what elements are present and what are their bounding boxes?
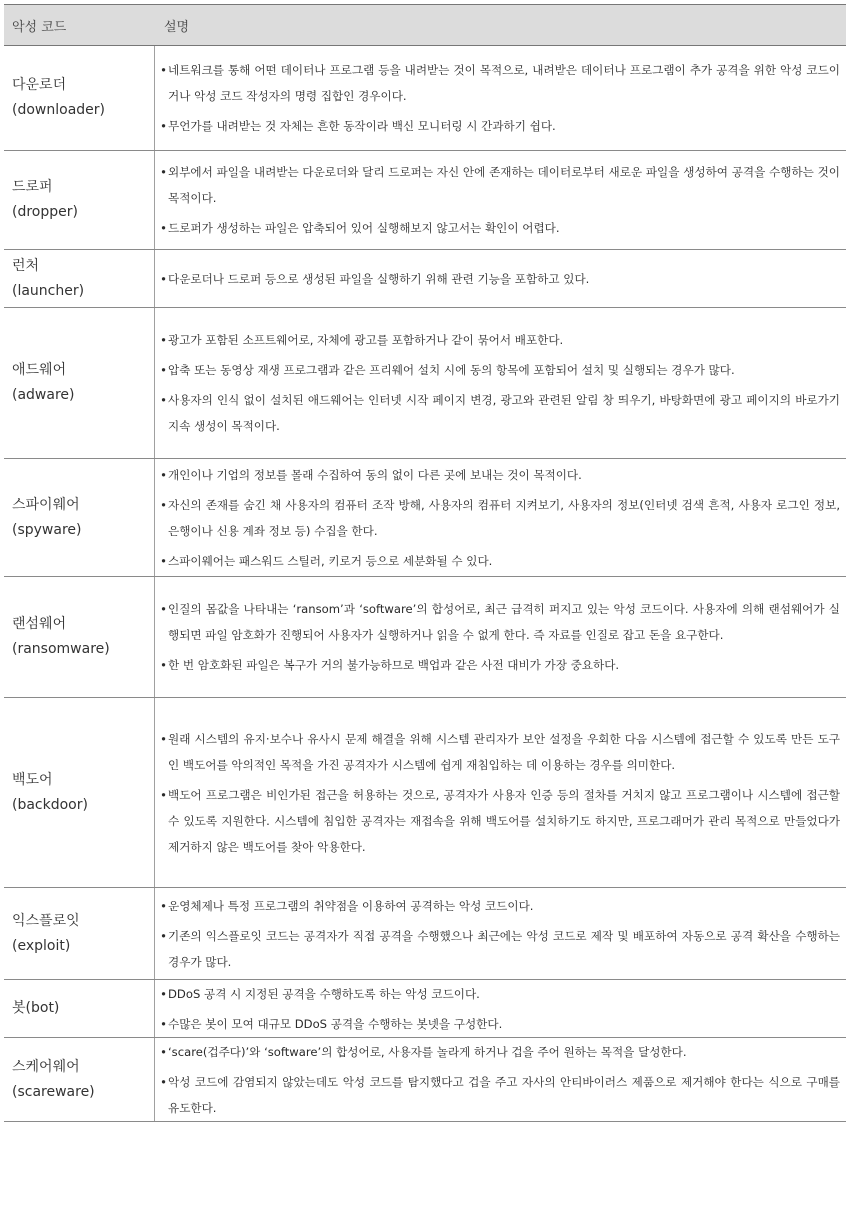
table-row xyxy=(4,46,846,151)
bullet-text: 압축 또는 동영상 재생 프로그램과 같은 프리웨어 설치 시에 동의 항목에 포함되어 설치 및 실행되는 경우가 많다. xyxy=(168,363,735,377)
malware-name-cell xyxy=(4,250,154,307)
malware-name-cell xyxy=(4,46,154,150)
malware-name-cell xyxy=(4,698,154,887)
malware-name-cell xyxy=(4,1038,154,1121)
bullet-icon: • xyxy=(160,497,167,512)
table-row xyxy=(4,698,846,888)
malware-name-english: (ransomware) xyxy=(12,641,110,657)
bullet-text: 광고가 포함된 소프트웨어로, 자체에 광고를 포함하거나 같이 묶어서 배포한다. xyxy=(168,333,564,347)
bullet-icon: • xyxy=(160,393,167,407)
malware-name-english: (backdoor) xyxy=(12,796,88,813)
malware-name-korean: 스케어웨어 xyxy=(12,1058,80,1075)
description-cell xyxy=(154,151,846,249)
malware-table xyxy=(4,4,846,1122)
bullet-icon: • xyxy=(160,986,167,1001)
bullet-icon: • xyxy=(160,363,167,377)
malware-name-korean: 랜섬웨어 xyxy=(12,616,67,632)
bullet-text: 다운로더나 드로퍼 등으로 생성된 파일을 실행하기 위해 관련 기능을 포함하고 있다. xyxy=(168,271,590,286)
table-row xyxy=(4,888,846,980)
malware-name-korean: 런처 xyxy=(12,257,40,274)
malware-name-cell xyxy=(4,151,154,249)
description-bullet xyxy=(159,726,840,778)
bullet-text: ‘scare(겁주다)’와 ‘software’의 합성어로, 사용자를 놀라게 하거나 겁을 주어 원하는 목적을 달성한다. xyxy=(168,1044,687,1059)
malware-name-cell xyxy=(4,888,154,979)
bullet-icon: • xyxy=(160,165,167,179)
description-bullet xyxy=(159,1069,840,1121)
description-bullet xyxy=(159,462,840,488)
bullet-icon: • xyxy=(160,553,167,568)
bullet-icon: • xyxy=(160,221,167,235)
description-bullet xyxy=(159,652,840,678)
description-bullet xyxy=(159,1011,840,1037)
malware-name-korean: 스파이웨어 xyxy=(12,496,80,513)
bullet-text: 무언가를 내려받는 것 자체는 흔한 동작이라 백신 모니터링 시 간과하기 쉽다. xyxy=(168,119,556,133)
description-cell xyxy=(154,577,846,697)
description-bullet xyxy=(159,266,840,292)
bullet-text: 네트워크를 통해 어떤 데이터나 프로그램 등을 내려받는 것이 목적으로, 내려받은 데이터나 프로그램이 추가 공격을 위한 악성 코드이거나 악성 코드 작성자의 명령 집합인 경우이다. xyxy=(168,63,840,103)
bullet-icon: • xyxy=(160,787,167,802)
bullet-icon: • xyxy=(160,731,167,746)
bullet-text: 개인이나 기업의 정보를 몰래 수집하여 동의 없이 다른 곳에 보내는 것이 목적이다. xyxy=(168,467,582,482)
malware-name-cell xyxy=(4,577,154,697)
malware-name-english: (adware) xyxy=(12,387,75,403)
malware-name-korean: 익스플로잇 xyxy=(12,912,80,929)
bullet-icon: • xyxy=(160,119,167,133)
description-cell xyxy=(154,980,846,1037)
bullet-text: 자신의 존재를 숨긴 채 사용자의 컴퓨터 조작 방해, 사용자의 컴퓨터 지켜보기, 사용자의 정보(인터넷 검색 흔적, 사용자 로그인 정보, 은행이나 신용 계좌 정보 등) 수집을 한다. xyxy=(168,497,840,538)
malware-name-english: (scareware) xyxy=(12,1083,95,1100)
description-bullet xyxy=(159,215,840,241)
malware-name-cell xyxy=(4,980,154,1037)
bullet-text: 외부에서 파일을 내려받는 다운로더와 달리 드로퍼는 자신 안에 존재하는 데이터로부터 새로운 파일을 생성하여 공격을 수행하는 것이 목적이다. xyxy=(168,165,840,205)
description-bullet xyxy=(159,387,840,439)
malware-name-korean: 백도어 xyxy=(12,771,53,788)
bullet-icon: • xyxy=(160,63,167,77)
bullet-text: 원래 시스템의 유지·보수나 유사시 문제 해결을 위해 시스템 관리자가 보안 설정을 우회한 다음 시스템에 접근할 수 있도록 만든 도구인 백도어를 악의적인 목적을 가진 공격자가 시스템에 쉽게 재침입하는 데 이용하는 경우를 의미한다. xyxy=(168,731,840,772)
bullet-text: 스파이웨어는 패스워드 스틸러, 키로거 등으로 세분화될 수 있다. xyxy=(168,553,493,568)
malware-name-korean: 드로퍼 xyxy=(12,179,53,195)
bullet-text: 사용자의 인식 없이 설치된 애드웨어는 인터넷 시작 페이지 변경, 광고와 관련된 알림 창 띄우기, 바탕화면에 광고 페이지의 바로가기 지속 생성이 목적이다. xyxy=(168,393,840,433)
bullet-text: 수많은 봇이 모여 대규모 DDoS 공격을 수행하는 봇넷을 구성한다. xyxy=(168,1016,503,1031)
bullet-icon: • xyxy=(160,467,167,482)
table-row xyxy=(4,459,846,577)
description-bullet xyxy=(159,492,840,544)
malware-name-korean: 다운로더 xyxy=(12,77,67,93)
bullet-icon: • xyxy=(160,333,167,347)
description-cell xyxy=(154,46,846,150)
table-row xyxy=(4,980,846,1038)
description-bullet xyxy=(159,893,840,919)
malware-name-korean: 애드웨어 xyxy=(12,362,67,378)
bullet-text: 운영체제나 특정 프로그램의 취약점을 이용하여 공격하는 악성 코드이다. xyxy=(168,898,534,913)
bullet-text: 한 번 암호화된 파일은 복구가 거의 불가능하므로 백업과 같은 사전 대비가 가장 중요하다. xyxy=(168,658,620,672)
bullet-icon: • xyxy=(160,898,167,913)
description-cell xyxy=(154,1038,846,1121)
description-bullet xyxy=(159,327,840,353)
bullet-text: 기존의 익스플로잇 코드는 공격자가 직접 공격을 수행했으나 최근에는 악성 코드로 제작 및 배포하여 자동으로 공격 확산을 수행하는 경우가 많다. xyxy=(168,928,840,969)
bullet-icon: • xyxy=(160,658,167,672)
header-malware-code: 악성 코드 xyxy=(12,19,67,35)
bullet-icon: • xyxy=(160,1044,167,1059)
table-row xyxy=(4,1038,846,1122)
bullet-icon: • xyxy=(160,1016,167,1031)
description-bullet xyxy=(159,1039,840,1065)
table-row xyxy=(4,250,846,308)
table-header xyxy=(4,4,846,46)
table-row xyxy=(4,151,846,250)
malware-name-english: (launcher) xyxy=(12,282,85,299)
malware-name-english: (downloader) xyxy=(12,102,105,118)
bullet-icon: • xyxy=(160,271,167,286)
table-row xyxy=(4,308,846,459)
description-bullet xyxy=(159,159,840,211)
bullet-icon: • xyxy=(160,928,167,943)
table-body xyxy=(4,46,846,1122)
description-cell xyxy=(154,459,846,576)
description-bullet xyxy=(159,782,840,860)
description-bullet xyxy=(159,357,840,383)
description-bullet xyxy=(159,981,840,1007)
description-cell xyxy=(154,888,846,979)
description-bullet xyxy=(159,923,840,975)
bullet-text: 드로퍼가 생성하는 파일은 압축되어 있어 실행해보지 않고서는 확인이 어렵다. xyxy=(168,221,560,235)
malware-name-english: (spyware) xyxy=(12,521,82,538)
description-bullet xyxy=(159,57,840,109)
description-bullet xyxy=(159,596,840,648)
malware-name-korean: 봇(bot) xyxy=(12,1000,60,1016)
description-cell xyxy=(154,698,846,887)
malware-name-cell xyxy=(4,308,154,458)
bullet-text: 인질의 몸값을 나타내는 ‘ransom’과 ‘software’의 합성어로, 최근 급격히 퍼지고 있는 악성 코드이다. 사용자에 의해 랜섬웨어가 실행되면 파일 암호화가 진행되어 사용자가 실행하거나 읽을 수 없게 한다. 즉 자료를 인질로 잡고 돈을 요구한다. xyxy=(168,602,840,642)
description-bullet xyxy=(159,113,840,139)
table-row xyxy=(4,577,846,698)
bullet-icon: • xyxy=(160,1074,167,1089)
bullet-text: DDoS 공격 시 지정된 공격을 수행하도록 하는 악성 코드이다. xyxy=(168,986,480,1001)
bullet-icon: • xyxy=(160,602,167,616)
description-cell xyxy=(154,250,846,307)
malware-name-cell xyxy=(4,459,154,576)
bullet-text: 악성 코드에 감염되지 않았는데도 악성 코드를 탐지했다고 겁을 주고 자사의 안티바이러스 제품으로 제거해야 한다는 식으로 구매를 유도한다. xyxy=(168,1074,840,1115)
description-bullet xyxy=(159,548,840,574)
malware-name-english: (dropper) xyxy=(12,204,78,220)
header-description: 설명 xyxy=(164,19,190,35)
malware-name-english: (exploit) xyxy=(12,937,71,954)
bullet-text: 백도어 프로그램은 비인가된 접근을 허용하는 것으로, 공격자가 사용자 인증 등의 절차를 거치지 않고 프로그램이나 시스템에 접근할 수 있도록 지원한다. 시스템에 침입한 공격자는 재접속을 위해 백도어를 설치하기도 하지만, 프로그래머가 관리 목적으로 만들었다가 제거하지 않은 백도어를 찾아 악용한다. xyxy=(168,787,840,854)
description-cell xyxy=(154,308,846,458)
